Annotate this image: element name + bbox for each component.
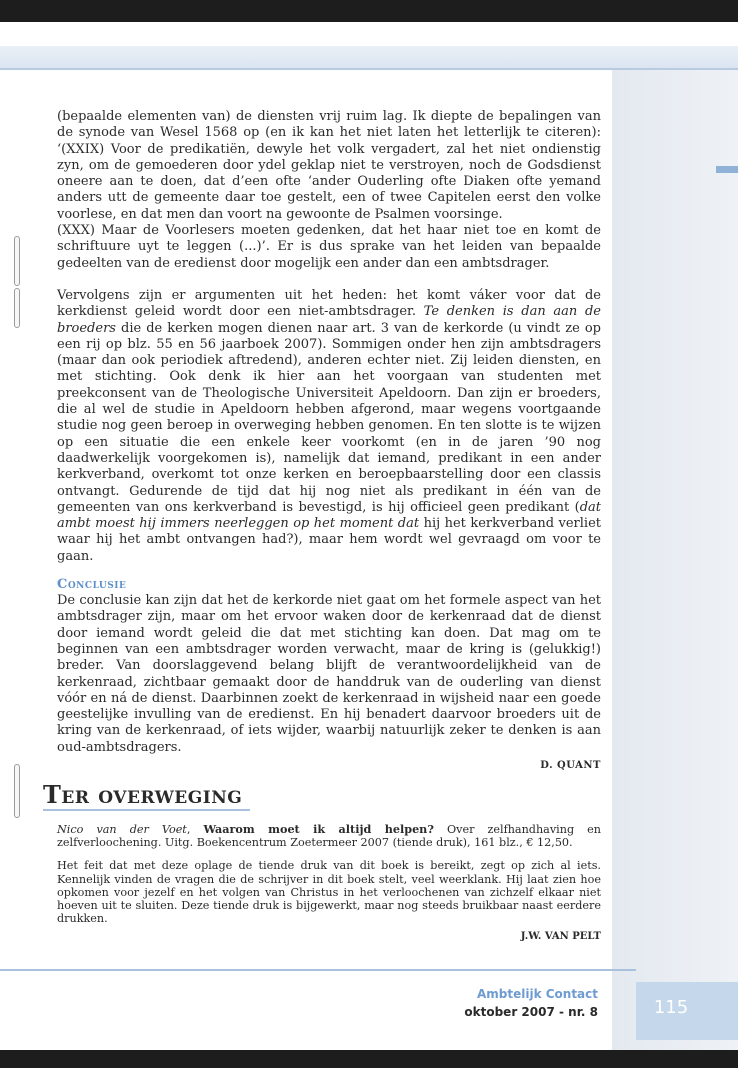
footer-rule [0,969,636,971]
side-marker [716,166,738,173]
binder-mark-icon [14,764,20,818]
book-info: Over zelfhandhaving en zelfverloochening. Uitg. Boekencentrum Zoetermeer 2007 (tiende druk), 161 blz., € 12,50. [57,822,602,850]
synod-quote-continued: (XXX) Maar de Voorlesers moeten gedenken, dat het haar niet toe en komt de schriftuure uyt te leggen (...)’. Er is dus sprake van het leiden van bepaalde gedeelten van de eredienst door mogelijk een ander dan een ambtsdrager. [57,223,601,271]
book-author: Nico van der Voet [57,822,187,836]
italic-text: Te denken is dan aan de broeders [57,304,601,336]
issue-label: oktober 2007 - nr. 8 [464,1005,598,1019]
italic-text: dat ambt moest hij immers neerleggen op het moment dat [57,499,601,532]
paragraph-present-arguments [57,288,601,565]
review-heading: Ter overweging [43,781,250,811]
book-title: Waarom moet ik altijd helpen? [203,821,434,836]
reviewer-signature: J.W. VAN PELT [520,931,601,943]
review-text: Het feit dat met deze oplage de tiende druk van dit boek is bereikt, zegt op zich al iets. Kennelijk vinden de vragen die de schrijver in dit boek stelt, veel weerklank. Hij laat zien hoe opkomen voor jezelf en het volgen van Christus in het verloochenen van zichzelf elkaar niet hoeven uit te sluiten. Deze tiende druk is bijgewerkt, maar nog steeds bruikbaar naast eerdere drukken. [57,859,601,926]
paragraph-text: die de kerken mogen dienen naar art. 3 van de kerkorde (u vindt ze op een rij op blz. 55 en 56 jaarboek 2007). Sommigen onder hen zijn ambtsdragers (maar dan ook periodiek aftredend), anderen echter niet. Zij leiden diensten, en met stichting. Ook denk ik hier aan het voorgaan van studenten met preekconsent van de Theologische Universiteit Apeldoorn. Dan zijn er broeders, die al wel de studie in Apeldoorn hebben afgerond, maar wegens voortgaande studie nog geen beroep in overweging hebben genomen. En ten slotte is te wijzen op een situatie die een enkele keer voorkomt (en in de jaren ’90 nog daadwerkelijk voorgekomen is), namelijk dat iemand, predikant in een ander kerkverband, overkomt tot onze kerken en beroepbaarstelling door een classis ontvangt. Gedurende de tijd dat hij nog niet als predikant in één van de gemeenten van ons kerkverband is bevestigd, is hij officieel geen predikant ( [57,320,601,515]
binder-mark-icon [14,288,20,328]
conclusion-heading: Conclusie [57,577,127,593]
paragraph-text: hij het kerkverband verliet waar hij het ambt ontvangen had?), maar hem wordt wel gevraagd om voor te gaan. [57,516,601,564]
paragraph-conclusion: De conclusie kan zijn dat het de kerkorde niet gaat om het formele aspect van het ambtsdrager zijn, maar om het ervoor waken door de kerkenraad dat de dienst door iemand wordt geleid die dat met stichting kan doen. Dat mag om te beginnen van een ambtsdrager worden verwacht, maar de kring is (gelukkig!) breder. Van doorslaggevend belang blijft de verantwoordelijkheid van de kerkenraad, zichtbaar gemaakt door de handdruk van de ouderling van dienst vóór en ná de dienst. Daarbinnen zoekt de kerkenraad in wijsheid naar een goede geestelijke invulling van de eredienst. En hij benadert daarvoor broeders uit de kring van de kerkenraad, of iets wijder, waarbij natuurlijk zeker te denken is aan oud-ambtsdragers. [57,593,601,755]
binder-mark-icon [14,236,20,286]
scan-bottom-edge [0,1050,738,1068]
synod-quote-text: (bepaalde elementen van) de diensten vrij ruim lag. Ik diepte de bepalingen van de synode van Wesel 1568 op (en ik kan het niet laten het letterlijk te citeren): ‘(XXIX) Voor de predikatiën, dewyle het volk vergadert, zal het niet ondienstig zyn, om de gemoederen door ydel geklap niet te verstroyen, noch de Godsdienst oneere aan te doen, dat d’een ofte ‘ander Ouderling ofte Diaken ofte yemand anders utt de gemeente daar toe gestelt, een of twee Capitelen eerst den volke voorlese, en dat men dan voort na gewoonte de Psalmen voorsinge. [57,109,601,222]
author-signature: D. QUANT [540,759,601,771]
paragraph-text: Vervolgens zijn er argumenten uit het heden: het komt váker voor dat de kerkdienst geleid wordt door een niet-ambtsdrager. [57,287,601,320]
scan-top-edge [0,0,738,22]
header-band [0,46,738,68]
article-body [43,109,602,943]
page-number: 115 [653,997,689,1018]
paragraph-synod-quote [57,109,601,272]
side-panel [612,70,738,1050]
book-reference: Nico van der Voet, Waarom moet ik altijd helpen? Over zelfhandhaving en zelfverloochening. Uitg. Boekencentrum Zoetermeer 2007 (tiende druk), 161 blz., € 12,50. [57,821,602,850]
magazine-title: Ambtelijk Contact [476,987,598,1001]
